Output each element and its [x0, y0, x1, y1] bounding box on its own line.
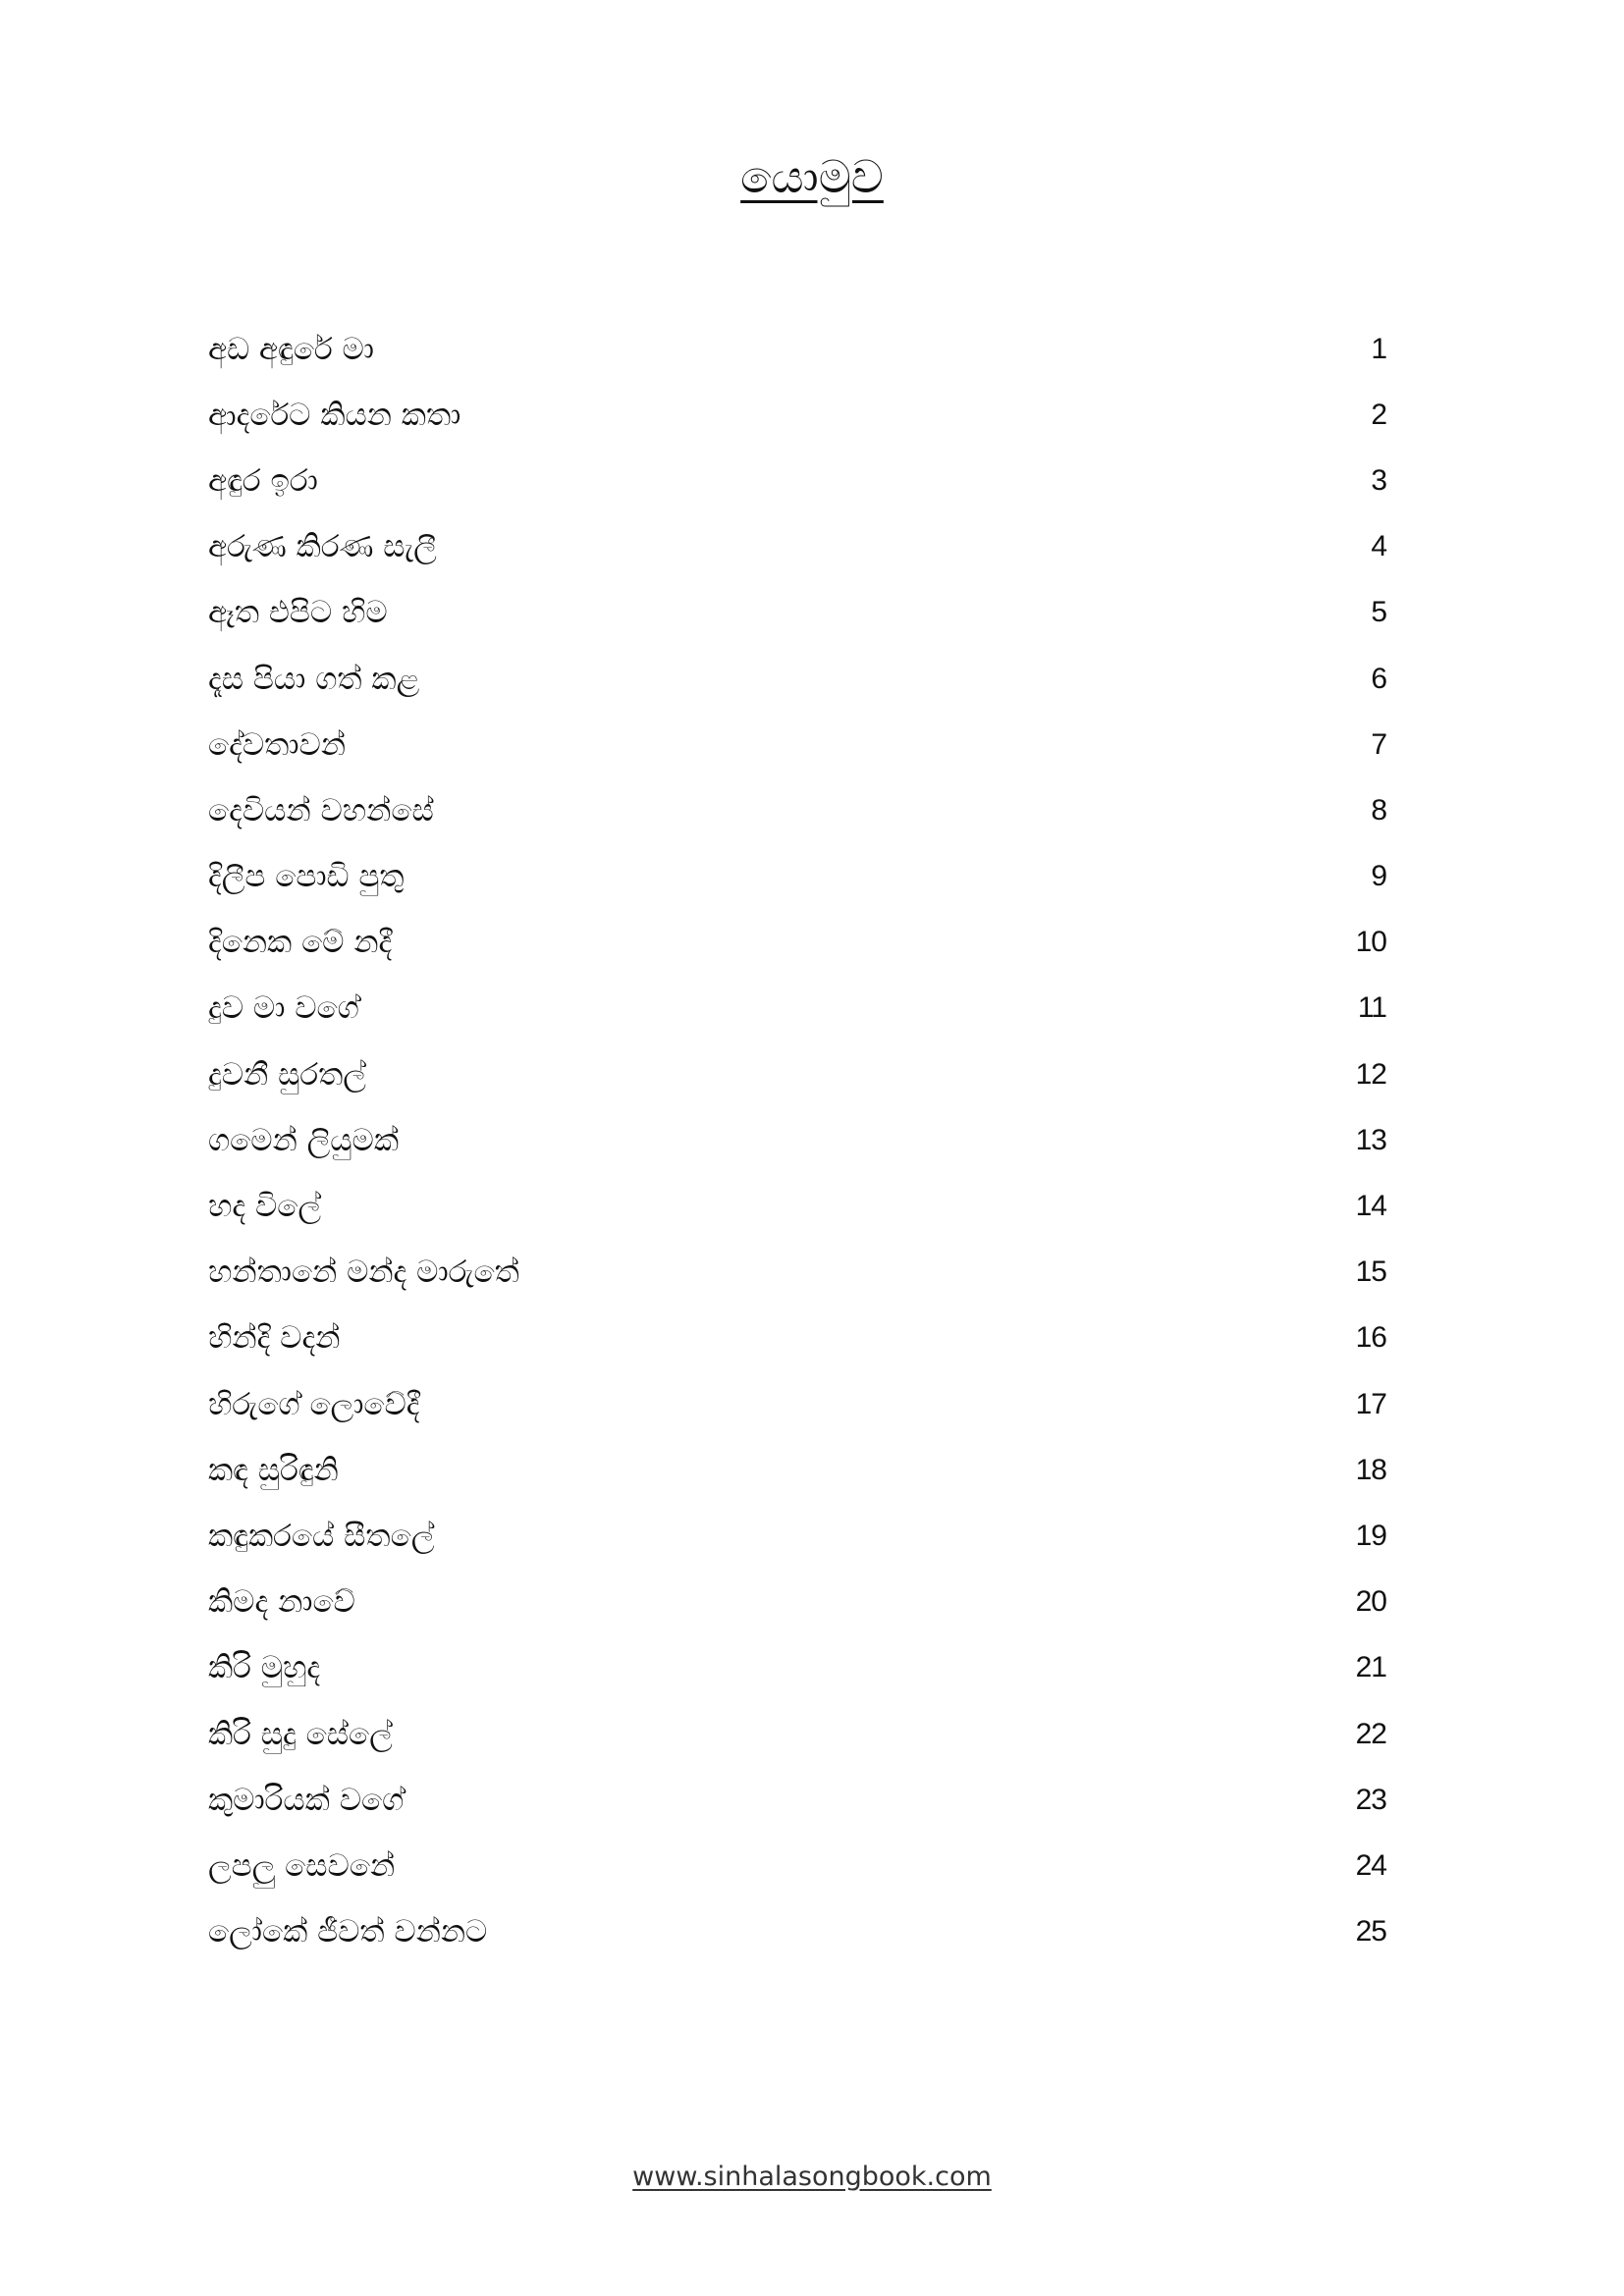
toc-row[interactable]: [208, 1041, 1386, 1107]
toc-entry-title: ආදරේට කියන කතා: [208, 397, 461, 433]
toc-row[interactable]: [208, 448, 1386, 513]
toc-row[interactable]: [208, 1240, 1386, 1306]
page-title: යොමුව: [740, 150, 884, 203]
toc-row[interactable]: [208, 1701, 1386, 1767]
toc-row[interactable]: [208, 382, 1386, 448]
toc-entry-title: කිමද නාවේ: [208, 1584, 355, 1621]
toc-row[interactable]: [208, 1437, 1386, 1503]
toc-entry-title: හිරුගේ ලොවේදී: [208, 1386, 420, 1422]
toc-entry-title: ඈත එපිට හිම: [208, 595, 388, 631]
toc-entry-title: ලෝකේ ජීවත් වන්නට: [208, 1914, 488, 1950]
toc-entry-title: හද විලේ: [208, 1189, 322, 1225]
toc-row[interactable]: [208, 316, 1386, 382]
toc-row[interactable]: [208, 1173, 1386, 1239]
toc-page-number: 23: [1355, 1783, 1386, 1816]
toc-page-number: 13: [1355, 1123, 1386, 1156]
toc-page-number: 14: [1355, 1190, 1386, 1223]
toc-entry-title: කඳුකරයේ සීතලේ: [208, 1518, 435, 1554]
footer-website-link[interactable]: www.sinhalasongbook.com: [632, 2162, 992, 2192]
toc-entry-title: හන්තානේ මන්ද මාරුතේ: [208, 1255, 519, 1291]
table-of-contents: [208, 316, 1386, 1965]
toc-entry-title: ගමෙන් ලියුමක්: [208, 1122, 399, 1158]
toc-row[interactable]: [208, 580, 1386, 646]
toc-entry-title: දෙවියන් වහන්සේ: [208, 792, 434, 828]
toc-page-number: 5: [1371, 596, 1386, 629]
toc-row[interactable]: [208, 1635, 1386, 1701]
toc-entry-title: අරුණ කිරණ සැලී: [208, 529, 437, 565]
toc-page-number: 8: [1371, 793, 1386, 827]
toc-row[interactable]: [208, 1371, 1386, 1437]
toc-page-number: 3: [1371, 463, 1386, 497]
toc-page-number: 17: [1355, 1387, 1386, 1420]
toc-page-number: 24: [1355, 1848, 1386, 1882]
toc-page-number: 20: [1355, 1585, 1386, 1619]
toc-entry-title: දිනෙක මේ නදී: [208, 925, 393, 961]
toc-row[interactable]: [208, 1503, 1386, 1569]
toc-row[interactable]: [208, 1767, 1386, 1833]
toc-entry-title: දුව මා වගේ: [208, 990, 359, 1027]
toc-page-number: 19: [1355, 1519, 1386, 1552]
toc-entry-title: කුමාරියක් වගේ: [208, 1782, 405, 1818]
toc-row[interactable]: [208, 976, 1386, 1041]
toc-row[interactable]: [208, 1899, 1386, 1965]
toc-entry-title: ලපලු සෙවනේ: [208, 1847, 396, 1884]
toc-entry-title: දෑස පියා ගත් කළ: [208, 661, 420, 697]
toc-page-number: 11: [1357, 991, 1386, 1025]
toc-entry-title: කිරි සුදු සේලේ: [208, 1716, 393, 1752]
toc-page-number: 10: [1355, 926, 1386, 959]
toc-row[interactable]: [208, 1570, 1386, 1635]
toc-entry-title: දුවනී සුරතල්: [208, 1056, 366, 1093]
toc-page-number: 7: [1371, 727, 1386, 761]
toc-row[interactable]: [208, 1306, 1386, 1371]
toc-entry-title: හින්දි වදන්: [208, 1320, 341, 1357]
toc-row[interactable]: [208, 712, 1386, 777]
toc-page-number: 21: [1355, 1651, 1386, 1684]
toc-page-number: 12: [1355, 1057, 1386, 1091]
toc-row[interactable]: [208, 910, 1386, 976]
toc-page-number: 16: [1355, 1321, 1386, 1355]
toc-entry-title: කිරි මුහුද: [208, 1650, 321, 1686]
toc-page-number: 2: [1371, 398, 1386, 431]
toc-row[interactable]: [208, 777, 1386, 843]
toc-page-number: 9: [1371, 860, 1386, 893]
toc-entry-title: අඩ අඳුරේ මා: [208, 331, 375, 367]
toc-row[interactable]: [208, 646, 1386, 712]
toc-page-number: 25: [1355, 1915, 1386, 1949]
toc-row[interactable]: [208, 1107, 1386, 1173]
toc-page-number: 15: [1355, 1255, 1386, 1289]
toc-row[interactable]: [208, 844, 1386, 910]
toc-entry-title: අඳුර ඉරා: [208, 462, 318, 499]
toc-page-number: 1: [1371, 332, 1386, 365]
toc-entry-title: දිලීප පොඩි පුතු: [208, 859, 405, 895]
toc-row[interactable]: [208, 514, 1386, 580]
toc-page-number: 6: [1371, 662, 1386, 695]
toc-page-number: 18: [1355, 1453, 1386, 1486]
toc-page-number: 22: [1355, 1717, 1386, 1750]
toc-entry-title: දේවතාවන්: [208, 726, 346, 763]
toc-entry-title: කඳ සුරිඳුනි: [208, 1452, 339, 1488]
toc-row[interactable]: [208, 1833, 1386, 1898]
toc-page-number: 4: [1371, 530, 1386, 563]
